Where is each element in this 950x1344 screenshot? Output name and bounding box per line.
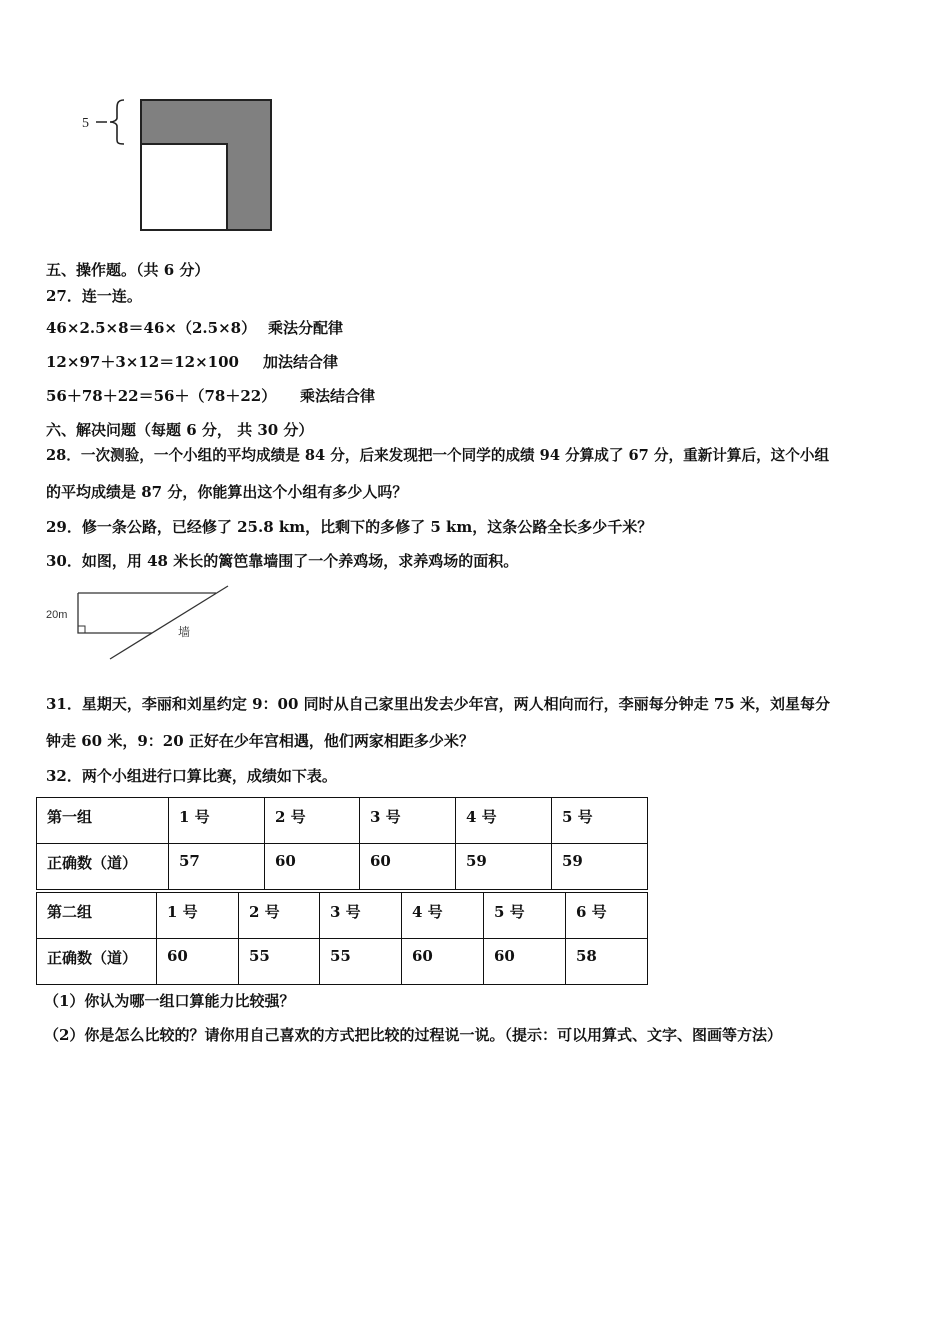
group1-table (36, 797, 648, 890)
brace-label: 5 (82, 116, 89, 131)
group1-values-row (37, 844, 648, 890)
group2-header-cell: 第二组 (37, 893, 157, 939)
section-five-heading: 五、操作题。（共 6 分） (46, 261, 210, 279)
q27-law-2: 加法结合律 (263, 353, 339, 371)
group2-value-cell: 60 (157, 939, 239, 985)
q32-sub2: （2）你是怎么比较的？请你用自己喜欢的方式把比较的过程说一说。（提示：可以用算式、文字、图画等方法） (44, 1026, 782, 1044)
group2-header-row (37, 893, 648, 939)
group2-header-cell: 4 号 (402, 893, 484, 939)
group1-header-cell: 第一组 (37, 798, 169, 844)
q27-expr-2: 12×97＋3×12＝12×100 (46, 353, 239, 371)
q30-text: 30．如图，用 48 米长的篱笆靠墙围了一个养鸡场，求养鸡场的面积。 (46, 552, 519, 570)
group2-table (36, 892, 648, 985)
group2-header-cell: 5 号 (484, 893, 566, 939)
group1-value-cell: 正确数（道） (37, 844, 169, 890)
inner-square (141, 144, 227, 230)
group1-value-cell: 59 (552, 844, 648, 890)
chicken-yard-figure (44, 584, 234, 664)
group1-header-cell: 2 号 (265, 798, 360, 844)
group2-values-row (37, 939, 648, 985)
group1-header-cell: 4 号 (456, 798, 552, 844)
group1-header-cell: 1 号 (169, 798, 265, 844)
group1-value-cell: 59 (456, 844, 552, 890)
group1-value-cell: 60 (265, 844, 360, 890)
group1-header-cell: 5 号 (552, 798, 648, 844)
q27-expr-1: 46×2.5×8＝46×（2.5×8） (46, 319, 257, 337)
q31-line1: 31．星期天，李丽和刘星约定 9：00 同时从自己家里出发去少年宫，两人相向而行，李丽每分钟走 75 米，刘星每分 (46, 695, 830, 713)
group2-value-cell: 58 (566, 939, 648, 985)
square-shaded-figure (80, 96, 280, 236)
q28-line1: 28．一次测验，一个小组的平均成绩是 84 分，后来发现把一个同学的成绩 94 分算成了 67 分，重新计算后，这个小组 (46, 447, 830, 464)
fence-lines (78, 593, 152, 633)
group1-header-row (37, 798, 648, 844)
q27-law-3: 乘法结合律 (300, 387, 376, 405)
q27-law-1: 乘法分配律 (268, 319, 344, 337)
group2-value-cell: 正确数（道） (37, 939, 157, 985)
group2-value-cell: 55 (320, 939, 402, 985)
group1-header-cell: 3 号 (360, 798, 456, 844)
group2-value-cell: 55 (239, 939, 320, 985)
group1-value-cell: 60 (360, 844, 456, 890)
group2-header-cell: 1 号 (157, 893, 239, 939)
q32-sub1: （1）你认为哪一组口算能力比较强？ (44, 992, 295, 1010)
section-six-heading: 六、解决问题（每题 6 分， 共 30 分） (46, 421, 314, 439)
wall-label: 墙 (178, 625, 191, 639)
group2-header-cell: 3 号 (320, 893, 402, 939)
group1-value-cell: 57 (169, 844, 265, 890)
group2-header-cell: 6 号 (566, 893, 648, 939)
right-angle-mark (78, 626, 85, 633)
group2-value-cell: 60 (402, 939, 484, 985)
q28-line2: 的平均成绩是 87 分，你能算出这个小组有多少人吗？ (46, 483, 408, 501)
group2-header-cell: 2 号 (239, 893, 320, 939)
q27-title: 27．连一连。 (46, 287, 142, 305)
q32-title: 32．两个小组进行口算比赛，成绩如下表。 (46, 767, 337, 785)
q29-text: 29．修一条公路，已经修了 25.8 km，比剩下的多修了 5 km，这条公路全长多少千米？ (46, 518, 653, 536)
q27-expr-3: 56＋78＋22＝56＋（78＋22） (46, 387, 277, 405)
brace-mark (96, 100, 124, 144)
group2-value-cell: 60 (484, 939, 566, 985)
wall-line (110, 586, 228, 659)
side-length-label: 20m (46, 609, 68, 621)
q31-line2: 钟走 60 米，9：20 正好在少年宫相遇，他们两家相距多少米？ (46, 732, 474, 750)
